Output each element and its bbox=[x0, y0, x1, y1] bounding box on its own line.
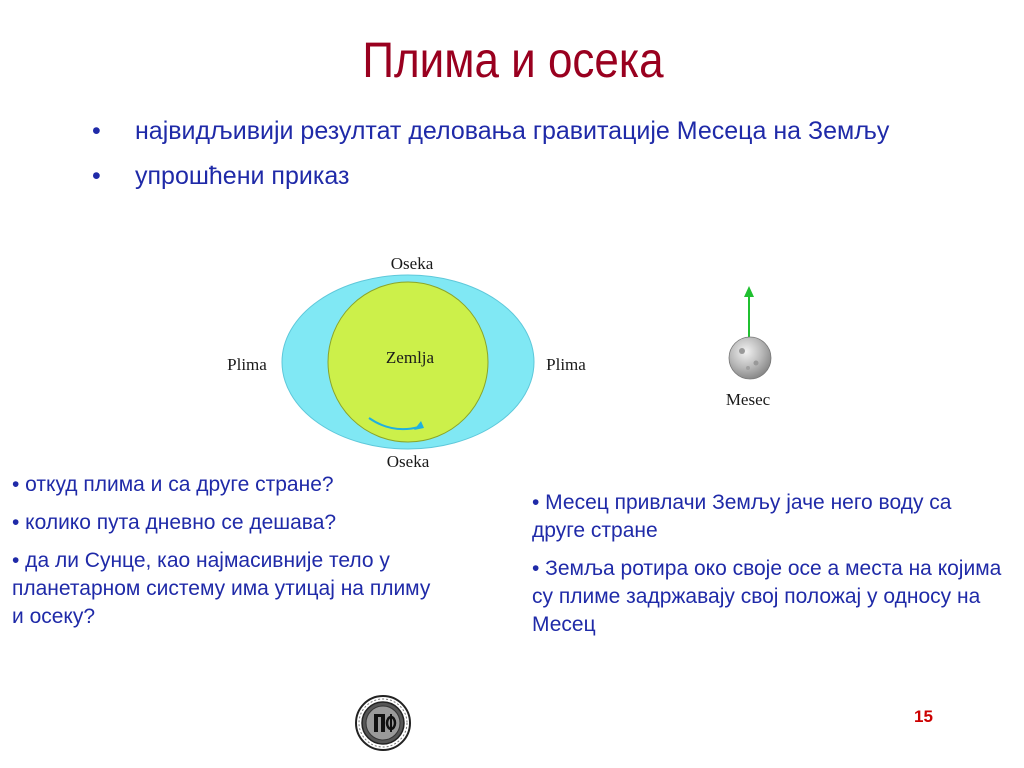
questions-column bbox=[12, 471, 442, 641]
bullet-marker: • bbox=[92, 117, 101, 145]
question-item: • да ли Сунце, као најмасивније тело у планетарном систему има утицај на плиму и осеку? bbox=[12, 549, 431, 628]
label-plima-right: Plima bbox=[546, 355, 586, 374]
gravity-arrowhead-icon bbox=[744, 286, 754, 297]
moon-crater-icon bbox=[739, 348, 745, 354]
moon-crater-icon bbox=[746, 366, 750, 370]
answer-item: • Земља ротира око своје осе а места на којима су плиме задржавају свој положај у односу на Месец bbox=[532, 557, 1002, 636]
answers-column bbox=[532, 489, 1002, 649]
moon-icon bbox=[729, 337, 771, 379]
faculty-seal-icon bbox=[354, 694, 412, 752]
label-oseka-top: Oseka bbox=[390, 254, 434, 273]
bullet-text: највидљивији резултат деловања гравитације Месеца на Земљу bbox=[135, 117, 890, 145]
slide-title: Плима и осека bbox=[362, 32, 664, 88]
label-zemlja: Zemlja bbox=[385, 348, 435, 367]
question-item: • колико пута дневно се дешава? bbox=[12, 511, 337, 534]
label-oseka-bottom: Oseka bbox=[386, 452, 430, 471]
question-item: • откуд плима и са друге стране? bbox=[12, 473, 334, 496]
bullet-marker: • bbox=[92, 162, 101, 190]
moon-crater-icon bbox=[754, 361, 759, 366]
answer-item: • Месец привлачи Земљу јаче него воду са друге стране bbox=[532, 491, 952, 542]
bullet-text: упрошћени приказ bbox=[135, 162, 350, 190]
label-mesec: Mesec bbox=[725, 390, 771, 409]
label-plima-left: Plima bbox=[227, 355, 267, 374]
page-number: 15 bbox=[914, 707, 933, 726]
